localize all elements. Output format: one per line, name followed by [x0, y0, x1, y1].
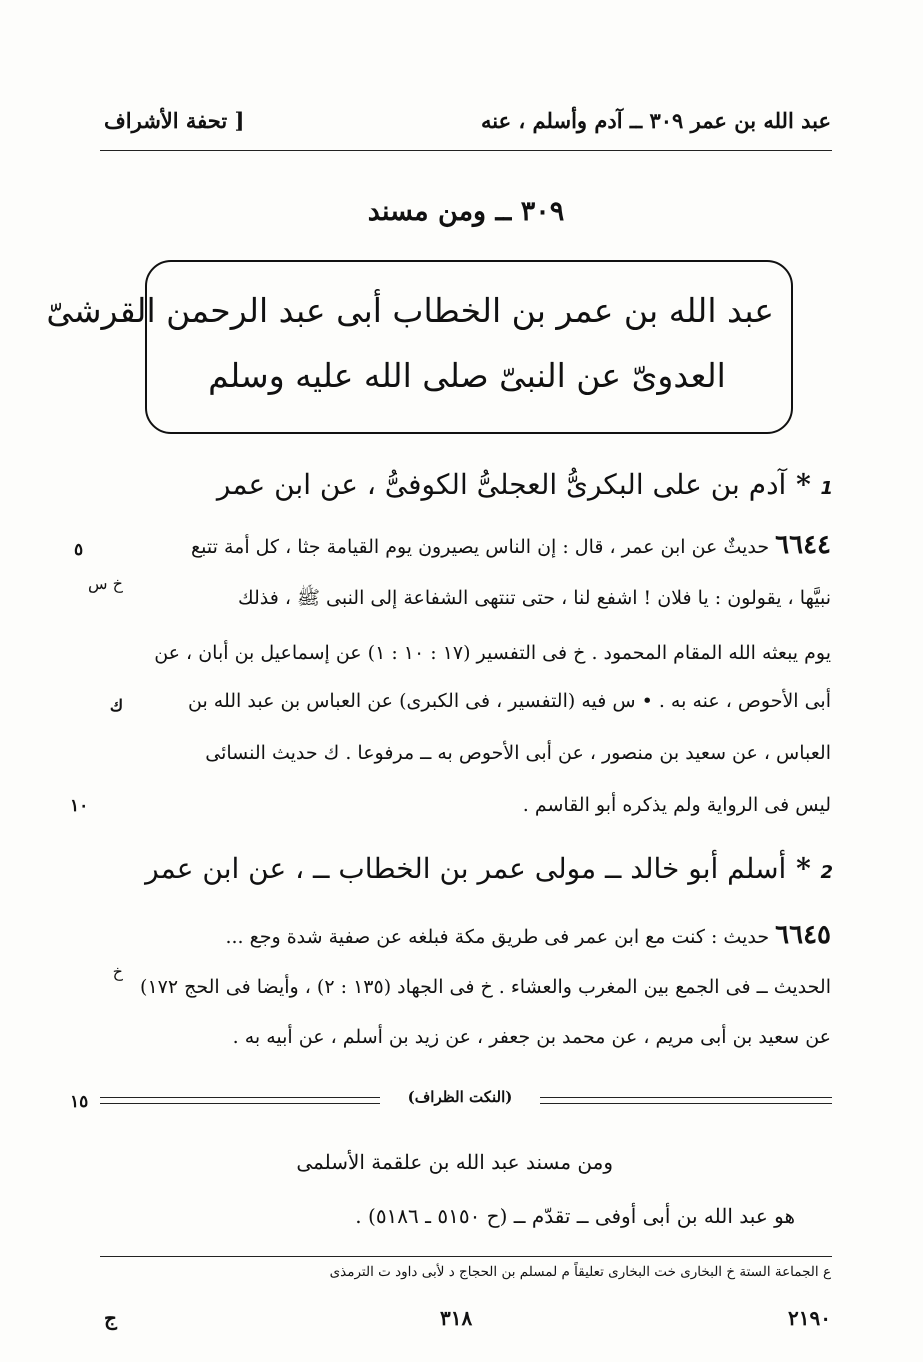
page-number-right: ٢١٩٠ [788, 1306, 831, 1330]
entry-2-narrator: 2 * أسلم أبو خالد ــ مولى عمر بن الخطاب ــ ، عن ابن عمر [145, 852, 833, 885]
entry-1-sigla-k: ك [109, 696, 123, 715]
title-box-line-1: عبد الله بن عمر بن الخطاب أبى عبد الرحمن القرشىّ [46, 291, 774, 330]
section-title: ٣٠٩ ــ ومن مسند [367, 196, 565, 227]
entry-1-line-6: ليس فى الرواية ولم يذكره أبو القاسم . [522, 794, 831, 816]
entry-1-line-1 [191, 530, 831, 560]
entry-2-line-3: عن سعيد بن أبى مريم ، عن محمد بن جعفر ، عن زيد بن أسلم ، عن أبيه به . [232, 1026, 831, 1048]
entry-1-line-3: يوم يبعثه الله المقام المحمود . خ فى التفسير (١٧ : ١٠ : ١) عن إسماعيل بن أبان ، عن [154, 642, 831, 664]
title-box-line-2: العدوىّ عن النبىّ صلى الله عليه وسلم [208, 356, 726, 395]
continuation-line-1: ومن مسند عبد الله بن علقمة الأسلمى [296, 1150, 613, 1174]
entry-2-narrator-text: أسلم أبو خالد ــ مولى عمر بن الخطاب ــ ، عن ابن عمر [145, 852, 787, 885]
hadith-number-6645: ٦٦٤٥ [775, 920, 831, 950]
margin-line-number-10: ١٠ [70, 796, 89, 816]
continuation-line-2: هو عبد الله بن أبى أوفى ــ تقدّم ــ (ح ٥١٥٠ ـ ٥١٨٦) . [355, 1204, 795, 1228]
running-head-right: عبد الله بن عمر ٣٠٩ ــ آدم وأسلم ، عنه [481, 108, 831, 133]
divider-label: (النكت الظراف) [380, 1088, 540, 1106]
entry-2-line-1 [225, 920, 831, 950]
header-rule [100, 150, 832, 151]
entry-1-number: 1 [820, 478, 833, 499]
margin-line-number-5: ٥ [74, 540, 84, 560]
footer-rule [100, 1256, 832, 1257]
hadith-number-6644: ٦٦٤٤ [775, 530, 831, 560]
margin-line-number-15: ١٥ [70, 1092, 89, 1112]
entry-1-line-4: أبى الأحوص ، عنه به . • س فيه (التفسير ، فى الكبرى) عن العباس بن عبد الله بن [187, 690, 831, 712]
title-box [46, 260, 793, 434]
entry-1-sigla: خ س [88, 574, 123, 593]
running-head-left: [ تحفة الأشراف [104, 108, 245, 133]
page-number-center: ٣١٨ [440, 1306, 473, 1330]
entry-1-line-2: نبيَّها ، يقولون : يا فلان ! اشفع لنا ، حتى تنتهى الشفاعة إلى النبى ﷺ ، فذلك [237, 587, 831, 609]
entry-2-line-2: الحديث ــ فى الجمع بين المغرب والعشاء . خ فى الجهاد (١٣٥ : ٢) ، وأيضا فى الحج ١٧٢) [140, 976, 831, 998]
volume-letter: ج [104, 1306, 117, 1330]
entry-1-narrator-text: آدم بن على البكرىُّ العجلىُّ الكوفىُّ ، عن ابن عمر [216, 468, 787, 501]
entry-2-text-1: حديث : كنت مع ابن عمر فى طريق مكة فبلغه عن صفية شدة وجع ... [225, 926, 770, 948]
entry-1-line-5: العباس ، عن سعيد بن منصور ، عن أبى الأحوص به ــ مرفوعا . ك حديث النسائى [205, 742, 831, 764]
abbreviations-key: ع الجماعة الستة خ البخارى خت البخارى تعليقاً م لمسلم بن الحجاج د لأبى داود ت الترمذى [329, 1264, 831, 1280]
entry-2-number: 2 [820, 862, 833, 883]
entry-1-text-1: حديثٌ عن ابن عمر ، قال : إن الناس يصيرون يوم القيامة جثا ، كل أمة تتبع [191, 536, 770, 558]
entry-2-sigla: خ [112, 962, 123, 981]
entry-1-narrator: 1 * آدم بن على البكرىُّ العجلىُّ الكوفىُّ ، عن ابن عمر [216, 468, 833, 501]
